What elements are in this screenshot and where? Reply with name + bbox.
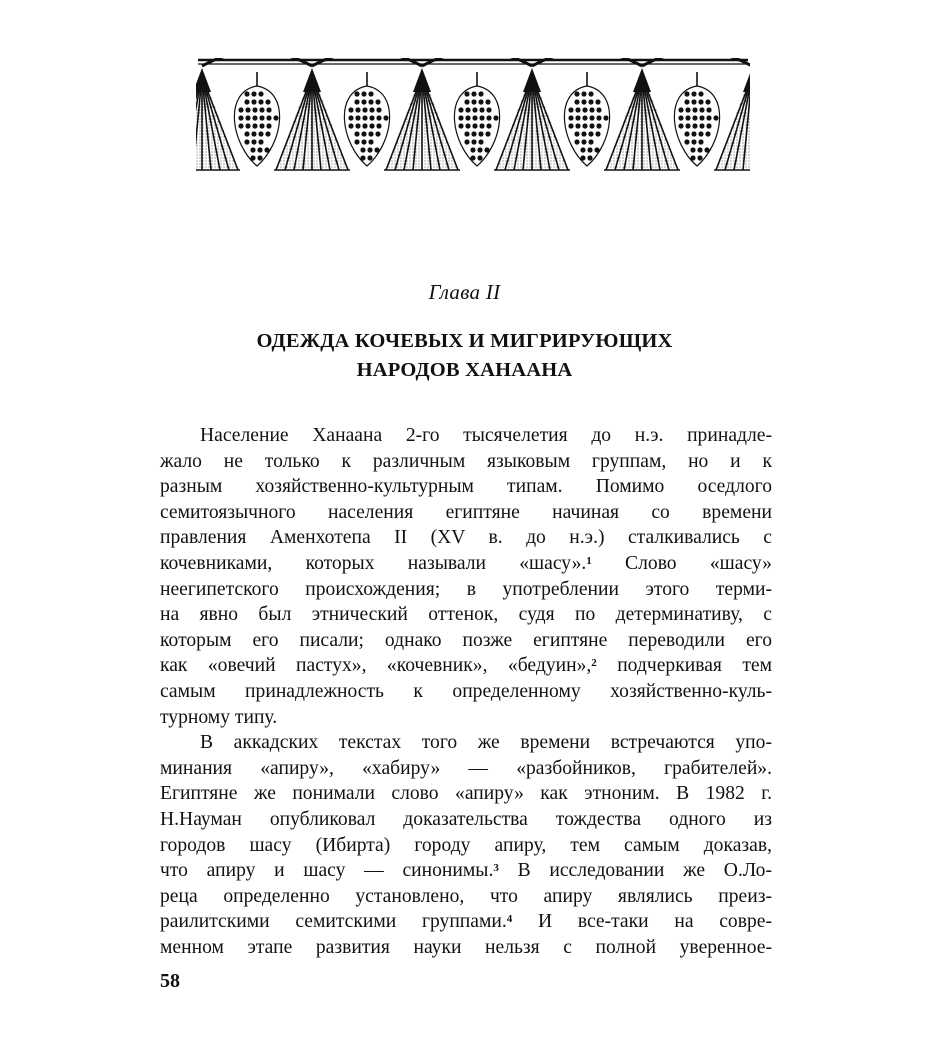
paragraph-2	[160, 730, 772, 960]
text-line	[160, 551, 772, 577]
text-line: семитоязычного населения египтяне начиная со времени	[160, 501, 772, 523]
lotus-flower-icon	[494, 68, 570, 170]
lotus-flower-icon	[604, 68, 680, 170]
chapter-title-line-2: НАРОДОВ ХАНААНА	[356, 359, 573, 381]
text-line: Н.Науман опубликовал доказательства тождества одного из	[160, 808, 772, 830]
text-fragment: раилитскими семитскими группами.	[160, 911, 507, 933]
text-line: В аккадских текстах того же времени встречаются упо-	[200, 732, 772, 754]
text-line: самым принадлежность к определенному хозяйственно-куль-	[160, 680, 772, 702]
text-fragment: Слово «шасу»	[591, 552, 772, 574]
text-line	[160, 858, 772, 884]
text-fragment: кочевниками, которых называли «шасу».	[160, 552, 587, 574]
lotus-bud-icon	[564, 72, 609, 166]
text-line: правления Аменхотепа II (XV в. до н.э.) сталкивались с	[160, 527, 772, 549]
text-line: менном этапе развития науки нельзя с полной уверенное-	[160, 936, 772, 958]
lotus-bud-icon	[234, 72, 279, 166]
text-line: Египтяне же понимали слово «апиру» как этноним. В 1982 г.	[160, 783, 772, 805]
footnote-marker: 3	[493, 862, 499, 875]
lotus-flower-icon	[384, 68, 460, 170]
ornament-lotus-border	[196, 58, 750, 172]
footnote-marker: 2	[591, 657, 597, 670]
chapter-label: Глава II	[428, 280, 501, 304]
text-line	[160, 909, 772, 935]
lotus-bud-icon	[454, 72, 499, 166]
text-line: жало не только к различным языковым группам, но и к	[160, 450, 772, 472]
lotus-flower-icon	[274, 68, 350, 170]
footnote-marker: 1	[586, 554, 592, 567]
text-line: которым его писали; однако позже египтяне переводили его	[160, 629, 772, 651]
text-fragment: И все-таки на совре-	[512, 911, 772, 933]
chapter-title-line-1: ОДЕЖДА КОЧЕВЫХ И МИГРИРУЮЩИХ	[256, 330, 673, 352]
text-line: неегипетского происхождения; в употреблении этого терми-	[160, 578, 772, 600]
text-line: турному типу.	[160, 706, 278, 728]
chapter-title	[0, 327, 929, 385]
text-line: городов шасу (Ибирта) городу апиру, тем самым доказав,	[160, 834, 772, 856]
body-text	[160, 423, 772, 960]
text-fragment: подчеркивая тем	[596, 655, 772, 677]
text-line: на явно был этнический оттенок, судя по детерминативу, с	[160, 604, 772, 626]
paragraph-1	[160, 423, 772, 730]
text-line: разным хозяйственно-культурным типам. Помимо оседлого	[160, 476, 772, 498]
text-line	[160, 653, 772, 679]
footnote-marker: 4	[506, 913, 513, 926]
lotus-flower-icon	[196, 68, 240, 170]
text-fragment: как «овечий пастух», «кочевник», «бедуин»,	[160, 655, 592, 677]
lotus-bud-icon	[674, 72, 719, 166]
text-fragment: В исследовании же О.Ло-	[498, 860, 772, 882]
lotus-bud-icon	[344, 72, 389, 166]
text-line: реца определенно установлено, что апиру являлись преиз-	[160, 885, 772, 907]
text-line: Население Ханаана 2-го тысячелетия до н.э. принадле-	[200, 425, 772, 446]
text-line: минания «апиру», «хабиру» — «разбойников, грабителей».	[160, 757, 772, 779]
text-fragment: что апиру и шасу — синонимы.	[160, 860, 494, 882]
page-number: 58	[160, 970, 180, 992]
